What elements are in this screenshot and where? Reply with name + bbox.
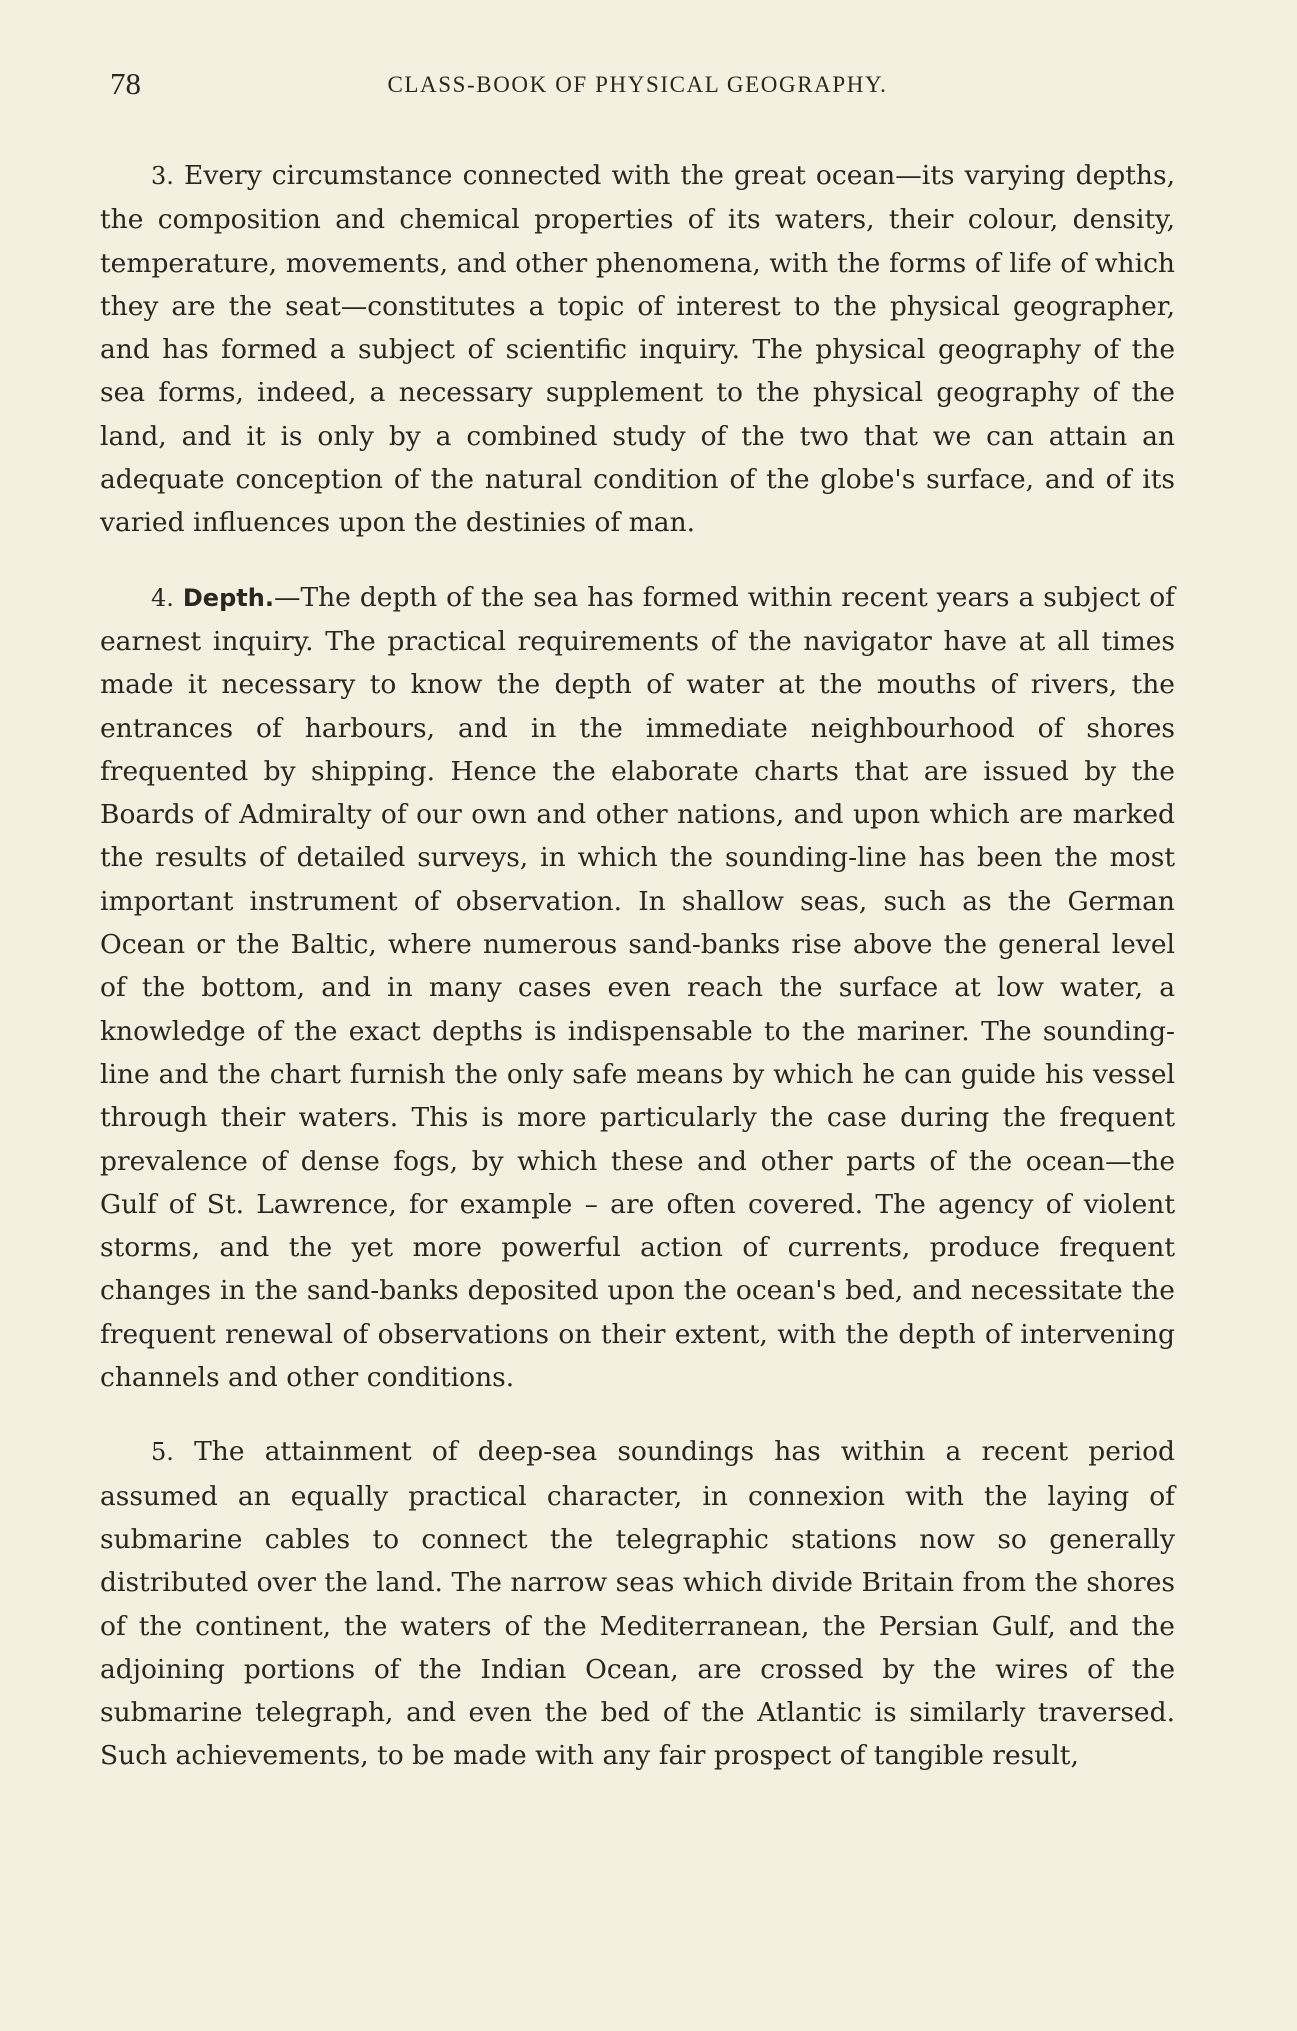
paragraph-text: —The depth of the sea has formed within recent years a subject of earnest inquiry. The practical requirements of the navigator have at all times made it necessary to know the depth of water at the mouths of rivers, the entrances of harbours, and in the immediate neighbourhood of shores frequented by shipping. Hence the elaborate charts that are issued by the Boards of Admiralty of our own and other nations, and upon which are marked the results of detailed surveys, in which the sounding-line has been the most important instrument of observation. In shallow seas, such as the German Ocean or the Baltic, where numerous sand-banks rise above the general level of the bottom, and in many cases even reach the surface at low water, a knowledge of the exact depths is indispensable to the mariner. The sounding-line and the chart furnish the only safe means by which he can guide his vessel through their waters. This is more particularly the case during the frequent prevalence of dense fogs, by which these and other parts of the ocean—the Gulf of St. Lawrence, for example – are often covered. The agency of violent storms, and the yet more powerful action of currents, produce frequent changes in the sand-banks deposited upon the ocean's bed, and necessitate the frequent renewal of observations on their extent, with the depth of intervening channels and other conditions. xyxy=(100,581,1175,1394)
running-title: CLASS-BOOK OF PHYSICAL GEOGRAPHY. xyxy=(387,72,888,97)
paragraph-4 xyxy=(100,576,1175,1400)
body-text xyxy=(100,154,1175,1778)
paragraph-3 xyxy=(100,154,1175,545)
paragraph-5 xyxy=(100,1430,1175,1777)
book-page xyxy=(100,66,1175,1809)
running-head xyxy=(100,66,1175,116)
paragraph-text: The attainment of deep-sea soundings has within a recent period assumed an equally practical character, in connexion with the laying of submarine cables to connect the telegraphic stations now so generally distributed over the land. The narrow seas which divide Britain from the shores of the continent, the waters of the Mediterranean, the Persian Gulf, and the adjoining portions of the Indian Ocean, are crossed by the wires of the submarine telegraph, and even the bed of the Atlantic is similarly traversed. Such achievements, to be made with any fair prospect of tangible result, xyxy=(100,1436,1175,1772)
section-heading-depth: Depth. xyxy=(182,583,274,612)
paragraph-number: 3. xyxy=(151,162,174,190)
paragraph-number: 5. xyxy=(151,1438,174,1467)
paragraph-text: Every circumstance connected with the great ocean—its varying depths, the composition and chemical properties of its waters, their colour, density, temperature, movements, and other phenomena, with the forms of life of which they are the seat—constitutes a topic of interest to the physical geographer, and has formed a subject of scientific inquiry. The physical geography of the sea forms, indeed, a necessary supplement to the physical geography of the land, and it is only by a combined study of the two that we can attain an adequate conception of the natural condition of the globe's surface, and of its varied influences upon the destinies of man. xyxy=(100,160,1175,539)
paragraph-number: 4. xyxy=(151,583,174,612)
page-number: 78 xyxy=(110,66,141,101)
